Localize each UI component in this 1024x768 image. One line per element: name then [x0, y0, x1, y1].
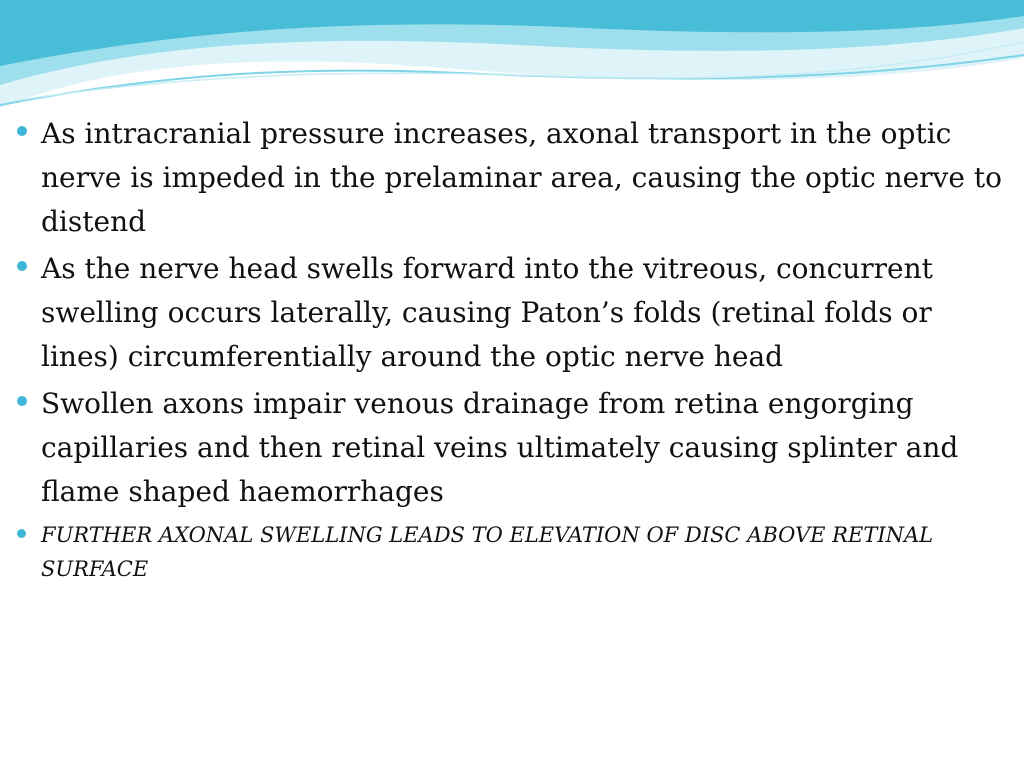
bullet-item: As intracranial pressure increases, axonal transport in the optic nerve is impeded in the prelaminar area, causing the optic nerve to distend	[14, 112, 1010, 244]
header-wave-decoration	[0, 0, 1024, 120]
bullet-list	[14, 112, 1010, 586]
bullet-item-italic: FURTHER AXONAL SWELLING LEADS TO ELEVATION OF DISC ABOVE RETINAL SURFACE	[14, 518, 1010, 586]
bullet-item: As the nerve head swells forward into the vitreous, concurrent swelling occurs laterally, causing Paton’s folds (retinal folds or lines) circumferentially around the optic nerve head	[14, 247, 1010, 379]
slide-content	[14, 112, 1010, 589]
bullet-item: Swollen axons impair venous drainage from retina engorging capillaries and then retinal veins ultimately causing splinter and flame shaped haemorrhages	[14, 382, 1010, 514]
